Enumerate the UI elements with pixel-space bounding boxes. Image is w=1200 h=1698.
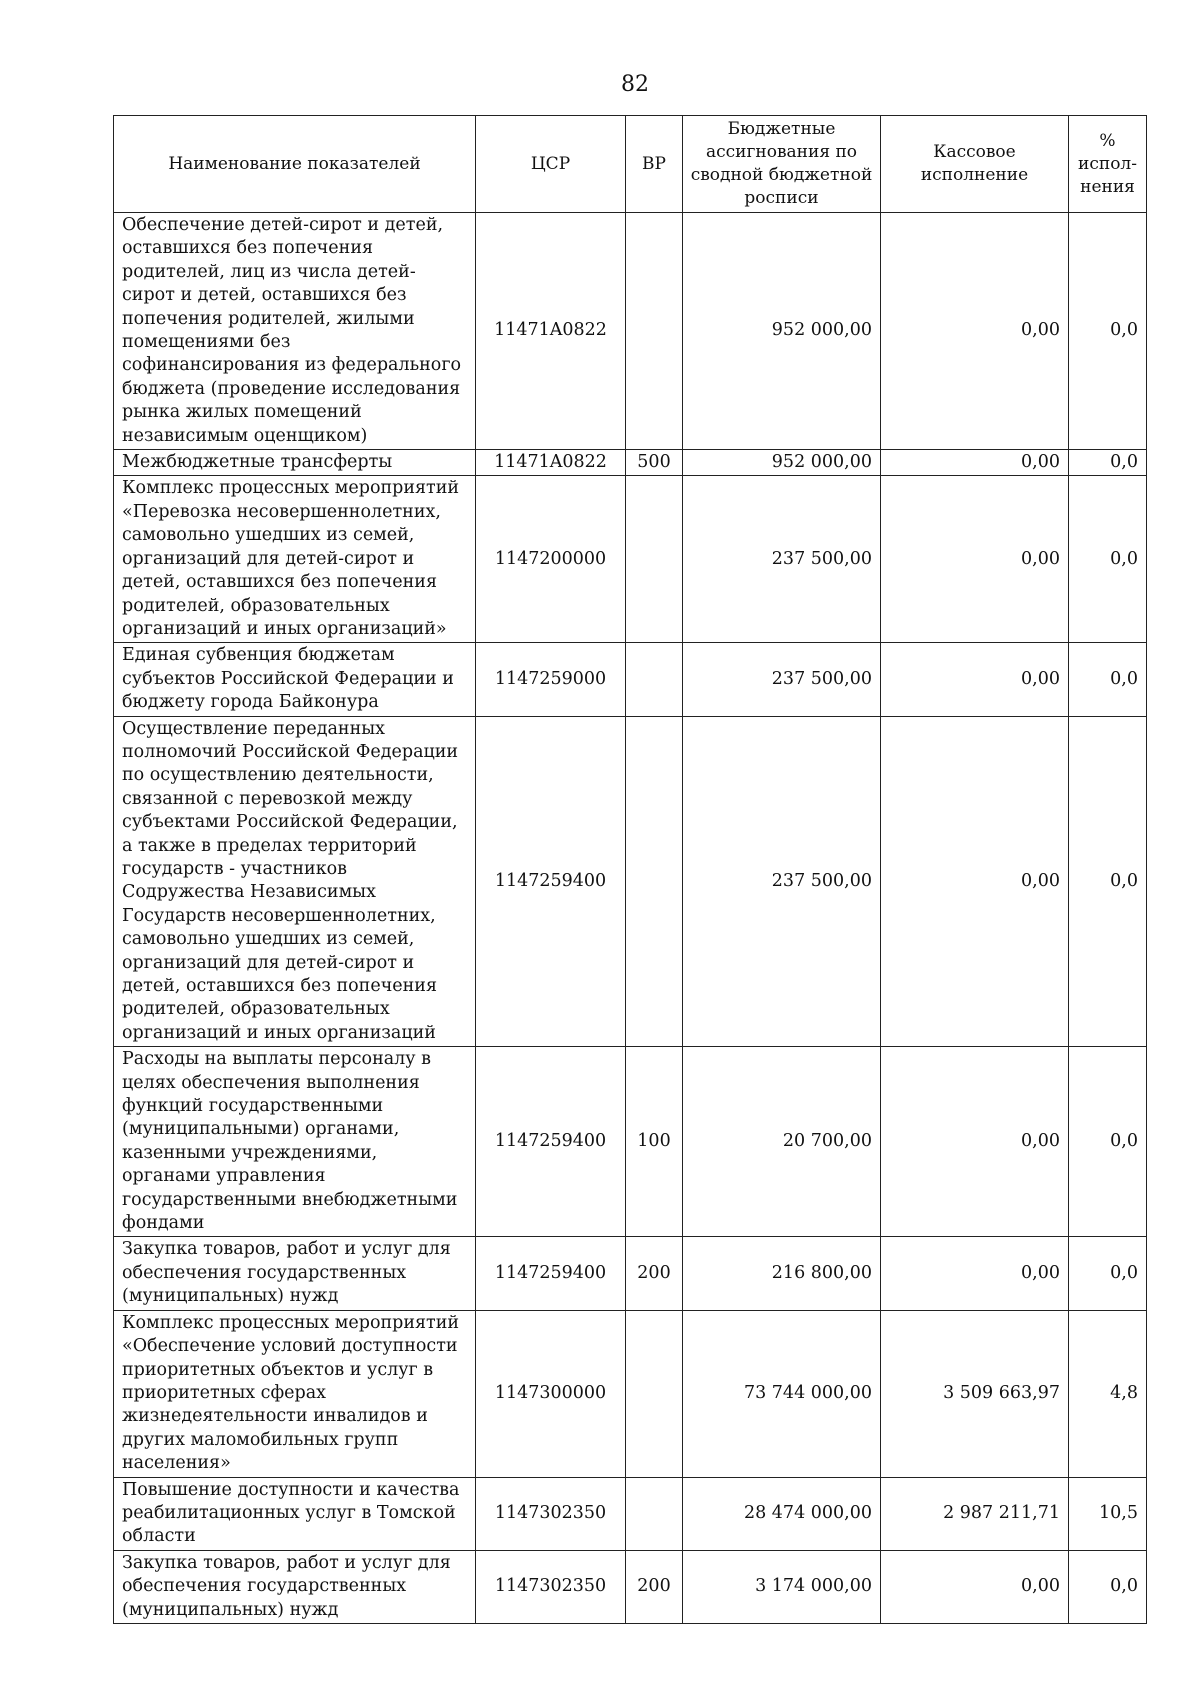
header-pct: % испол-нения (1069, 116, 1147, 213)
row-vr (626, 213, 683, 450)
row-pct: 4,8 (1069, 1310, 1147, 1477)
row-name: Осуществление переданных полномочий Российской Федерации по осуществлению деятельности, связанной с перевозкой между субъектами Российской Федерации, а также в пределах территорий государств - участников Содружества Независимых Государств несовершеннолетних, самовольно ушедших из семей, организаций для детей-сирот и детей, оставшихся без попечения родителей, образовательных организаций и иных организаций (114, 716, 476, 1047)
row-cash: 2 987 211,71 (881, 1477, 1069, 1550)
row-budget: 952 000,00 (683, 450, 881, 476)
budget-execution-table (113, 115, 1147, 1624)
row-cash: 0,00 (881, 716, 1069, 1047)
row-cash: 0,00 (881, 476, 1069, 643)
row-budget: 3 174 000,00 (683, 1550, 881, 1623)
row-pct: 10,5 (1069, 1477, 1147, 1550)
row-vr (626, 476, 683, 643)
header-name: Наименование показателей (114, 116, 476, 213)
row-csr: 1147259000 (476, 643, 626, 716)
row-vr: 500 (626, 450, 683, 476)
row-cash: 0,00 (881, 450, 1069, 476)
table-row (114, 716, 1147, 1047)
row-csr: 1147302350 (476, 1477, 626, 1550)
row-name: Повышение доступности и качества реабилитационных услуг в Томской области (114, 1477, 476, 1550)
row-cash: 0,00 (881, 213, 1069, 450)
row-vr (626, 1310, 683, 1477)
row-name: Комплекс процессных мероприятий «Перевозка несовершеннолетних, самовольно ушедших из семей, организаций для детей-сирот и детей, оставшихся без попечения родителей, образовательных организаций и иных организаций» (114, 476, 476, 643)
row-vr: 200 (626, 1550, 683, 1623)
row-pct: 0,0 (1069, 476, 1147, 643)
row-csr: 1147200000 (476, 476, 626, 643)
row-name: Комплекс процессных мероприятий «Обеспечение условий доступности приоритетных объектов и услуг в приоритетных сферах жизнедеятельности инвалидов и других маломобильных групп населения» (114, 1310, 476, 1477)
table-row (114, 1477, 1147, 1550)
table-row (114, 1047, 1147, 1237)
table-row (114, 213, 1147, 450)
row-pct: 0,0 (1069, 1550, 1147, 1623)
row-pct: 0,0 (1069, 643, 1147, 716)
header-cash: Кассовое исполнение (881, 116, 1069, 213)
row-vr (626, 716, 683, 1047)
row-pct: 0,0 (1069, 1237, 1147, 1310)
row-budget: 237 500,00 (683, 476, 881, 643)
row-budget: 28 474 000,00 (683, 1477, 881, 1550)
row-vr (626, 643, 683, 716)
row-cash: 0,00 (881, 1237, 1069, 1310)
row-name: Межбюджетные трансферты (114, 450, 476, 476)
table-row (114, 476, 1147, 643)
row-cash: 0,00 (881, 1047, 1069, 1237)
header-vr: ВР (626, 116, 683, 213)
row-budget: 952 000,00 (683, 213, 881, 450)
table-row (114, 643, 1147, 716)
table-row (114, 450, 1147, 476)
header-budget: Бюджетные ассигнования по сводной бюджетной росписи (683, 116, 881, 213)
row-pct: 0,0 (1069, 716, 1147, 1047)
row-name: Обеспечение детей-сирот и детей, оставшихся без попечения родителей, лиц из числа детей-сирот и детей, оставшихся без попечения родителей, жилыми помещениями без софинансирования из федерального бюджета (проведение исследования рынка жилых помещений независимым оценщиком) (114, 213, 476, 450)
row-name: Закупка товаров, работ и услуг для обеспечения государственных (муниципальных) нужд (114, 1237, 476, 1310)
row-vr: 100 (626, 1047, 683, 1237)
table-row (114, 1550, 1147, 1623)
row-vr (626, 1477, 683, 1550)
row-csr: 11471A0822 (476, 450, 626, 476)
row-budget: 20 700,00 (683, 1047, 881, 1237)
row-pct: 0,0 (1069, 1047, 1147, 1237)
row-csr: 1147259400 (476, 1237, 626, 1310)
table-row (114, 1237, 1147, 1310)
row-budget: 237 500,00 (683, 643, 881, 716)
row-name: Единая субвенция бюджетам субъектов Российской Федерации и бюджету города Байконура (114, 643, 476, 716)
row-csr: 1147259400 (476, 1047, 626, 1237)
row-budget: 237 500,00 (683, 716, 881, 1047)
table-header-row (114, 116, 1147, 213)
row-pct: 0,0 (1069, 213, 1147, 450)
row-budget: 216 800,00 (683, 1237, 881, 1310)
row-name: Расходы на выплаты персоналу в целях обеспечения выполнения функций государственными (муниципальными) органами, казенными учреждениями, органами управления государственными внебюджетными фондами (114, 1047, 476, 1237)
table-row (114, 1310, 1147, 1477)
row-vr: 200 (626, 1237, 683, 1310)
header-csr: ЦСР (476, 116, 626, 213)
row-cash: 0,00 (881, 643, 1069, 716)
row-csr: 11471A0822 (476, 213, 626, 450)
row-csr: 1147302350 (476, 1550, 626, 1623)
row-name: Закупка товаров, работ и услуг для обеспечения государственных (муниципальных) нужд (114, 1550, 476, 1623)
page-number: 82 (621, 72, 649, 97)
row-csr: 1147300000 (476, 1310, 626, 1477)
row-cash: 3 509 663,97 (881, 1310, 1069, 1477)
row-budget: 73 744 000,00 (683, 1310, 881, 1477)
row-cash: 0,00 (881, 1550, 1069, 1623)
row-csr: 1147259400 (476, 716, 626, 1047)
row-pct: 0,0 (1069, 450, 1147, 476)
